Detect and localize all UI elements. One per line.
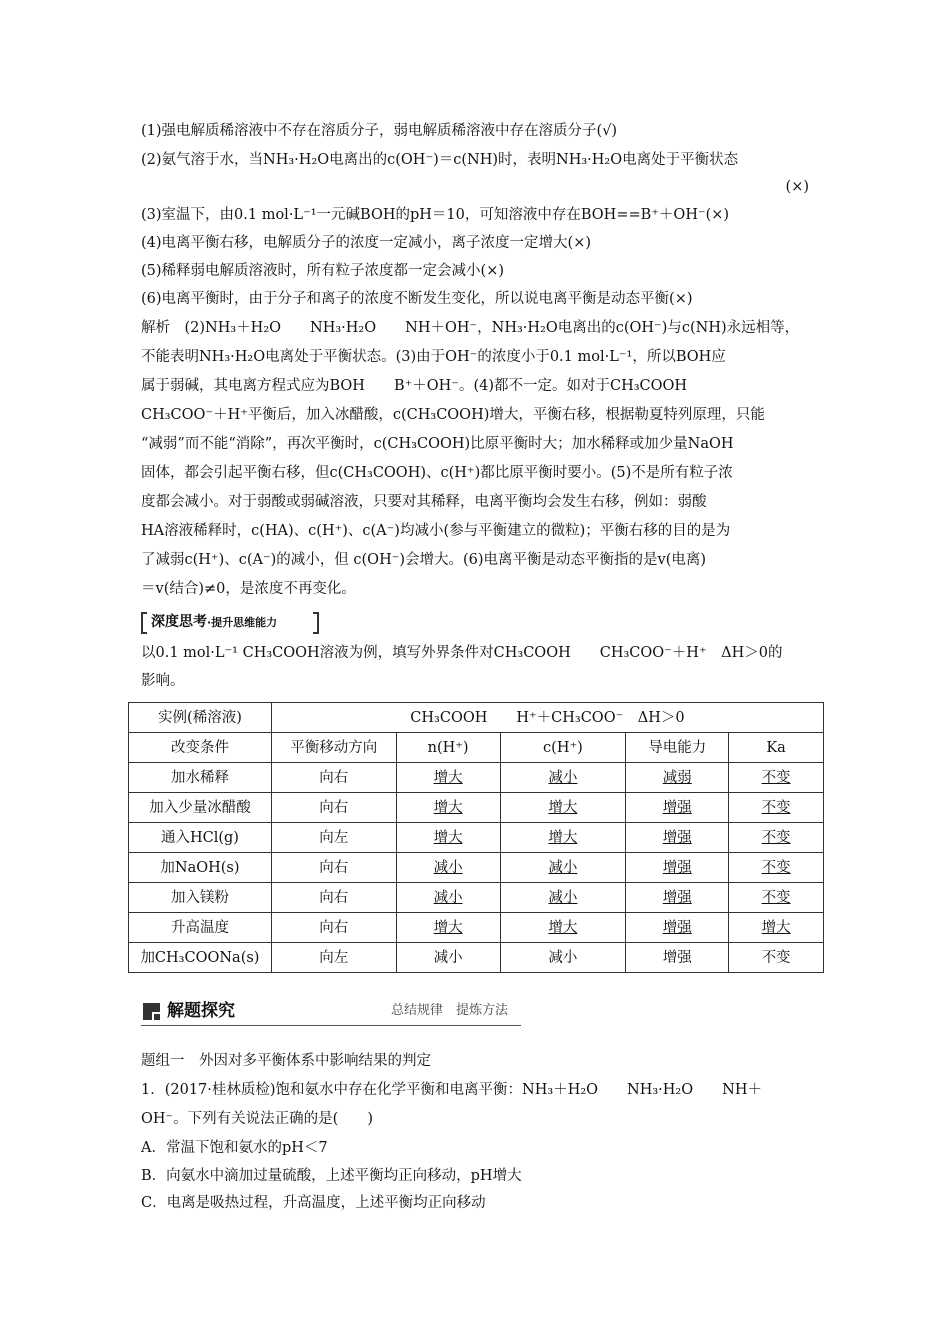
table-cell: 减弱	[626, 763, 729, 793]
section-divider	[141, 1025, 521, 1026]
table-cell: 增大	[396, 823, 500, 853]
table-cell: 增强	[626, 853, 729, 883]
statement-6: (6)电离平衡时，由于分子和离子的浓度不断发生变化，所以说电离平衡是动态平衡(×)	[141, 291, 693, 307]
table-cell: 增大	[396, 913, 500, 943]
table-header-row	[129, 733, 824, 763]
table-cell: 增大	[500, 823, 626, 853]
table-cell: 向右	[271, 853, 396, 883]
analysis-line: HA溶液稀释时，c(HA)、c(H⁺)、c(A⁻)均减小(参与平衡建立的微粒)；平衡右移的目的是为	[141, 523, 731, 539]
table-cell: 向右	[271, 883, 396, 913]
table-row	[129, 763, 824, 793]
table-header-cell: n(H⁺)	[396, 733, 500, 763]
table-cell: 增大	[396, 793, 500, 823]
table-header-cell: 平衡移动方向	[271, 733, 396, 763]
analysis-line: “减弱”而不能“消除”，再次平衡时，c(CH₃COOH)比原平衡时大；加水稀释或加少量NaOH	[141, 436, 734, 452]
table-cell: 减小	[396, 883, 500, 913]
table-label-cell: 实例(稀溶液)	[129, 703, 272, 733]
table-row	[129, 883, 824, 913]
section-subtitle: 总结规律 提炼方法	[391, 1003, 509, 1018]
table-cell: 增强	[626, 793, 729, 823]
statement-4: (4)电离平衡右移，电解质分子的浓度一定减小，离子浓度一定增大(×)	[141, 235, 592, 251]
table-cell: 不变	[729, 853, 824, 883]
problem-group-title: 题组一 外因对多平衡体系中影响结果的判定	[141, 1053, 431, 1069]
analysis-line: 属于弱碱，其电离方程式应为BOH B⁺＋OH⁻。(4)都不一定。如对于CH₃COOH	[141, 378, 688, 394]
table-cell: 增大	[500, 913, 626, 943]
table-cell: 向右	[271, 763, 396, 793]
table-cell: 不变	[729, 943, 824, 973]
statement-3: (3)室温下，由0.1 mol·L⁻¹一元碱BOH的pH＝10，可知溶液中存在BOH==B⁺＋OH⁻(×)	[141, 207, 730, 223]
analysis-line: ＝v(结合)≠0，是浓度不再变化。	[141, 581, 356, 597]
option-a: A．常温下饱和氨水的pH＜7	[141, 1140, 328, 1156]
table-cell: 升高温度	[129, 913, 272, 943]
table-cell: 不变	[729, 883, 824, 913]
table-cell: 增强	[626, 913, 729, 943]
table-cell: 向右	[271, 913, 396, 943]
table-cell: 减小	[396, 943, 500, 973]
table-cell: 向左	[271, 823, 396, 853]
table-row	[129, 703, 824, 733]
table-header-cell: Ka	[729, 733, 824, 763]
deep-think-subtitle: 提升思维能力	[211, 616, 278, 629]
question-1-stem: 1．(2017·桂林质检)饱和氨水中存在化学平衡和电离平衡：NH₃＋H₂O NH₃·H₂O NH＋	[141, 1082, 762, 1098]
table-cell: 向右	[271, 793, 396, 823]
section-square-icon	[143, 1003, 160, 1020]
table-cell: 不变	[729, 763, 824, 793]
table-cell: 不变	[729, 823, 824, 853]
problem-section-heading	[141, 998, 521, 1028]
statement-1: (1)强电解质稀溶液中不存在溶质分子，弱电解质稀溶液中存在溶质分子(√)	[141, 123, 618, 139]
table-cell: 增大	[500, 793, 626, 823]
deep-think-dot: ·	[207, 616, 212, 629]
statement-5: (5)稀释弱电解质溶液时，所有粒子浓度都一定会减小(×)	[141, 263, 505, 279]
table-row	[129, 793, 824, 823]
deep-think-intro: 以0.1 mol·L⁻¹ CH₃COOH溶液为例，填写外界条件对CH₃COOH CH₃COO⁻＋H⁺ ΔH＞0的	[141, 645, 783, 661]
table-cell: 减小	[500, 763, 626, 793]
table-cell: 加水稀释	[129, 763, 272, 793]
analysis-line: 解析 (2)NH₃＋H₂O NH₃·H₂O NH＋OH⁻，NH₃·H₂O电离出的c(OH⁻)与c(NH)永远相等，	[141, 320, 800, 336]
table-cell: 增大	[729, 913, 824, 943]
table-cell: 增强	[626, 883, 729, 913]
deep-think-title: 深度思考	[151, 614, 207, 630]
table-cell: 增强	[626, 823, 729, 853]
analysis-line: CH₃COO⁻＋H⁺平衡后，加入冰醋酸，c(CH₃COOH)增大，平衡右移，根据勒夏特列原理，只能	[141, 407, 765, 423]
table-row	[129, 913, 824, 943]
table-header-cell: 改变条件	[129, 733, 272, 763]
table-cell: 减小	[396, 853, 500, 883]
analysis-line: 度都会减小。对于弱酸或弱碱溶液，只要对其稀释，电离平衡均会发生右移，例如：弱酸	[141, 494, 707, 510]
analysis-line: 固体，都会引起平衡右移，但c(CH₃COOH)、c(H⁺)都比原平衡时要小。(5)不是所有粒子浓	[141, 465, 733, 481]
bracket-left-icon	[141, 612, 147, 634]
question-1-stem: OH⁻。下列有关说法正确的是( )	[141, 1111, 373, 1127]
table-cell: 增大	[396, 763, 500, 793]
table-cell: 通入HCl(g)	[129, 823, 272, 853]
table-cell: 减小	[500, 943, 626, 973]
table-cell: 加NaOH(s)	[129, 853, 272, 883]
table-row	[129, 823, 824, 853]
table-equation-cell: CH₃COOH H⁺＋CH₃COO⁻ ΔH＞0	[271, 703, 823, 733]
table-cell: 加CH₃COONa(s)	[129, 943, 272, 973]
bracket-right-icon	[313, 612, 319, 634]
table-row	[129, 943, 824, 973]
statement-2: (2)氨气溶于水，当NH₃·H₂O电离出的c(OH⁻)＝c(NH)时，表明NH₃·H₂O电离处于平衡状态	[141, 152, 739, 168]
statement-2-verdict: (×)	[785, 179, 809, 195]
table-cell: 增强	[626, 943, 729, 973]
ionization-table	[128, 702, 824, 973]
option-b: B．向氨水中滴加过量硫酸，上述平衡均正向移动，pH增大	[141, 1168, 522, 1184]
table-cell: 加入少量冰醋酸	[129, 793, 272, 823]
section-title: 解题探究	[167, 1001, 235, 1021]
deep-think-intro: 影响。	[141, 673, 185, 689]
analysis-line: 了减弱c(H⁺)、c(A⁻)的减小，但 c(OH⁻)会增大。(6)电离平衡是动态平衡指的是v(电离)	[141, 552, 707, 568]
table-cell: 不变	[729, 793, 824, 823]
table-cell: 减小	[500, 853, 626, 883]
table-cell: 减小	[500, 883, 626, 913]
option-c: C．电离是吸热过程，升高温度，上述平衡均正向移动	[141, 1195, 486, 1211]
table-cell: 向左	[271, 943, 396, 973]
table-cell: 加入镁粉	[129, 883, 272, 913]
table-row	[129, 853, 824, 883]
analysis-line: 不能表明NH₃·H₂O电离处于平衡状态。(3)由于OH⁻的浓度小于0.1 mol·L⁻¹，所以BOH应	[141, 349, 726, 365]
table-header-cell: c(H⁺)	[500, 733, 626, 763]
table-header-cell: 导电能力	[626, 733, 729, 763]
